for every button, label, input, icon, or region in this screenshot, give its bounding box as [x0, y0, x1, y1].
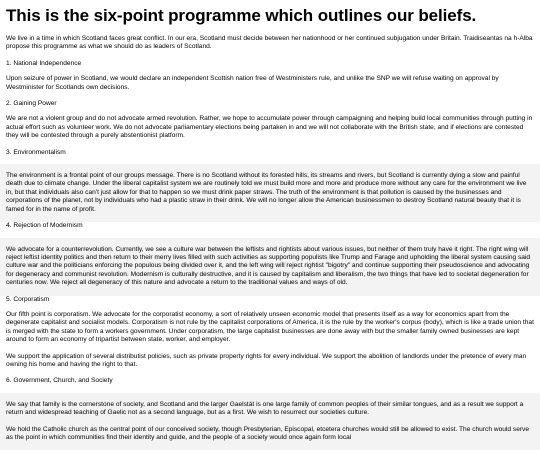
- section-government-church-society: [6, 377, 534, 450]
- section-heading: 6. Government, Church, and Society: [6, 377, 113, 385]
- section-paragraph: We are not a violent group and do not advocate armed revolution. Rather, we hope to accumulate power through campaigning and helping build local communities through putting in actual effort such as volunteer work. We do not advocate parliamentary elections being partaken in and we will not collaborate with the British state, and if elections are contested they will be contested through a purely abstentionist platform.: [6, 115, 533, 140]
- highlighted-block: [0, 393, 540, 450]
- section-corporatism: [6, 296, 534, 370]
- section-rejection-of-modernism: [6, 222, 534, 295]
- section-heading: 3. Environmentalism: [6, 148, 66, 156]
- section-environmentalism: [6, 149, 534, 222]
- page-title: This is the six-point programme which outlines our beliefs.: [6, 6, 477, 25]
- intro-paragraph: We live in a time in which Scotland faces great conflict. In our era, Scotland must decide between her nationhood or her continued subjugation under Britain. Traidiseantas na h-Alba propose this programme as what we should do as leaders of Scotland.: [6, 35, 533, 51]
- section-paragraph: We say that family is the cornerstone of society, and Scotland and the larger Gaelstát is one large family of common peoples of their similar tongues, and as a result we support a return and widespread teaching of Gaelic not as a second language, but as a first. We wish to resurrect our societies culture.: [6, 400, 524, 417]
- highlighted-block: [0, 238, 540, 296]
- section-heading: 5. Corporatism: [6, 295, 50, 303]
- section-gaining-power: [6, 100, 534, 141]
- section-paragraph: Upon seizure of power in Scotland, we would declare an independent Scottish nation free of Westministers rule, and unlike the SNP we will refuse waiting on approval by Westminister for Scotlands own decisions.: [6, 75, 499, 91]
- section-paragraph: Our fifth point is corporatism. We advocate for the corporatist economy, a sort of relatively unseen economic model that presents itself as a way for economics apart from the degenerate capitalist and socialist models. Corporatism is not rule by the capitalist corporations of America, it is the rule by the worker's corpus (body), which is like a trade union that is merged with the state to form a workers government. Under corporatism, the large capitalist businesses are done away with but the smaller family owned businesses are kept around to form an economy of tripartist between state, worker, and employer.: [6, 310, 534, 344]
- section-paragraph: We advocate for a counterrevolution. Currently, we see a culture war between the leftists and rightists about various issues, but neither of them truly have it right. The right wing will reject leftist identity politics and then return to their merry lives filled with such activities as supporting populists like Trump and Farage and upholding the liberal system causing said culture war and the politicians enforcing the populous being divided over it, and the left wing will reject rightist "bigotry" and continue supporting their pseudoscience and advocating for degeneracy and communist revolution. Modernism is culturally destructive, and it is caused by capitalism and liberalism, the two things that have led to societal degeneration for centuries now. We reject all degeneracy of this nature and advocate a return to the traditional values and ways of old.: [6, 245, 531, 287]
- section-heading: 2. Gaining Power: [6, 100, 57, 108]
- section-paragraph: We hold the Catholic church as the central point of our conceived society, though Presbyterian, Episcopal, etcetera churches would still be allowed to exist. The church would serve as the point in which communities find their identity and guide, and the people of a society would once again form local: [6, 425, 530, 441]
- section-paragraph: The environment is a frontal point of our groups message. There is no Scotland without its forested hills, its streams and rivers, but Scotland is currently dying a slow and painful death due to climate change. Under the liberal capitalist system we are routinely told we must build more and more and produce more without any care for the environment we live in, but that individuals also can't just allow for that to happen so we must drink paper straws. The truth of the environment is that pollution is caused by the businesses and corporations of the planet, not by individuals who had a plastic straw in their drink. We will no longer allow the American businessmen to destroy Scotland natural beauty that it is famed for in the name of profit.: [6, 172, 527, 213]
- section-national-independence: [6, 60, 534, 92]
- highlighted-block: [0, 164, 540, 222]
- section-heading: 1. National Independence: [6, 59, 82, 67]
- section-paragraph: We support the application of several distributist policies, such as private property rights for every individual. We support the abolition of landlords under the pretence of every man owning his home and having the right to that.: [6, 352, 527, 368]
- section-heading: 4. Rejection of Modernism: [6, 222, 83, 230]
